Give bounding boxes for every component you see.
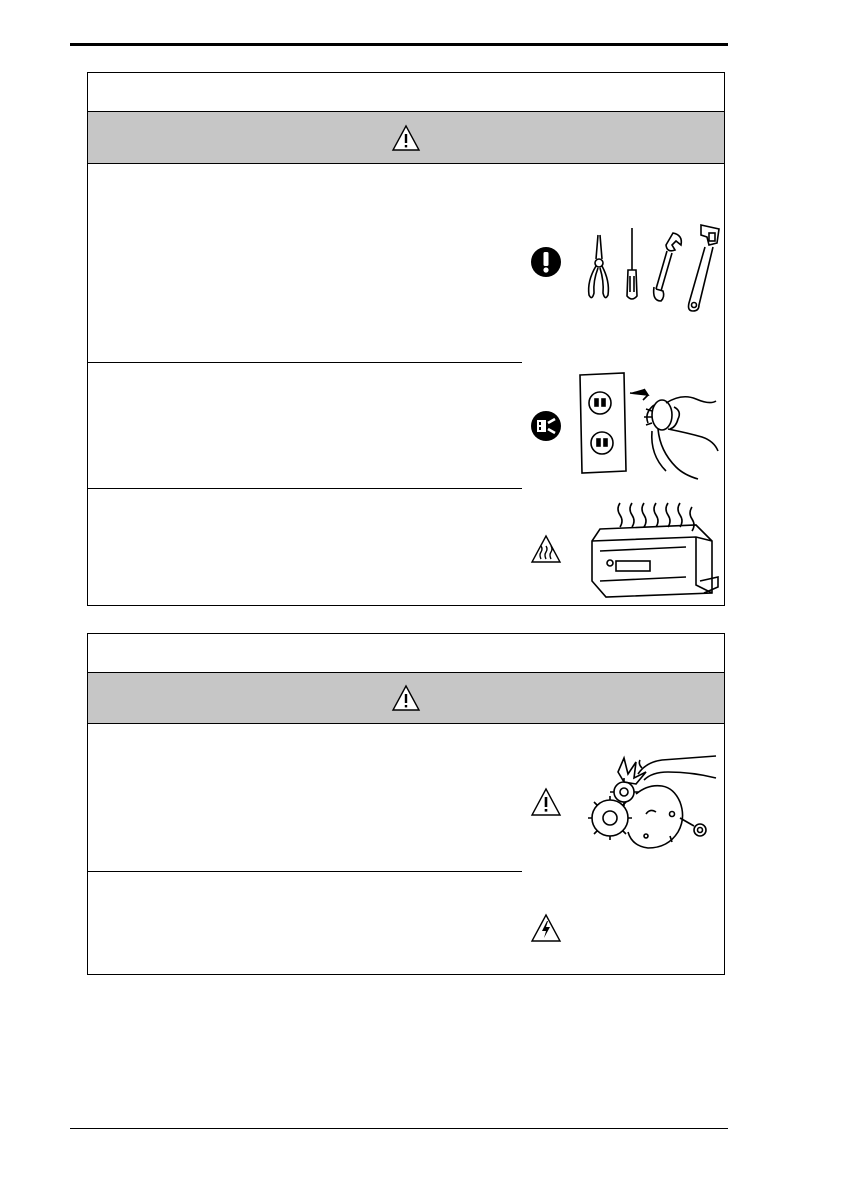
warning-triangle-icon <box>392 125 420 151</box>
separator-line <box>88 488 522 489</box>
screwdriver-icon <box>622 226 642 302</box>
panel-title-bar <box>88 73 724 112</box>
gears-hand-illustration <box>588 752 720 862</box>
electric-shock-icon <box>531 914 561 942</box>
pliers-icon <box>583 233 615 303</box>
wall-outlet-plug-illustration <box>578 371 720 481</box>
mandatory-action-icon <box>531 247 561 277</box>
top-rule <box>70 43 728 46</box>
wrench-icon <box>651 231 685 303</box>
warning-triangle-icon <box>392 685 420 711</box>
bottom-rule <box>70 1128 728 1129</box>
separator-line <box>88 871 522 872</box>
panel-header <box>88 673 724 724</box>
adjustable-wrench-icon <box>683 223 723 315</box>
warning-panel-2 <box>87 633 725 975</box>
hot-surface-icon <box>531 535 561 563</box>
separator-line <box>88 362 522 363</box>
hot-fuser-unit-illustration <box>586 501 720 601</box>
warning-panel-1 <box>87 72 725 606</box>
caution-triangle-icon <box>531 788 561 816</box>
panel-title-bar <box>88 634 724 673</box>
panel-header <box>88 112 724 164</box>
unplug-power-icon <box>531 411 561 441</box>
